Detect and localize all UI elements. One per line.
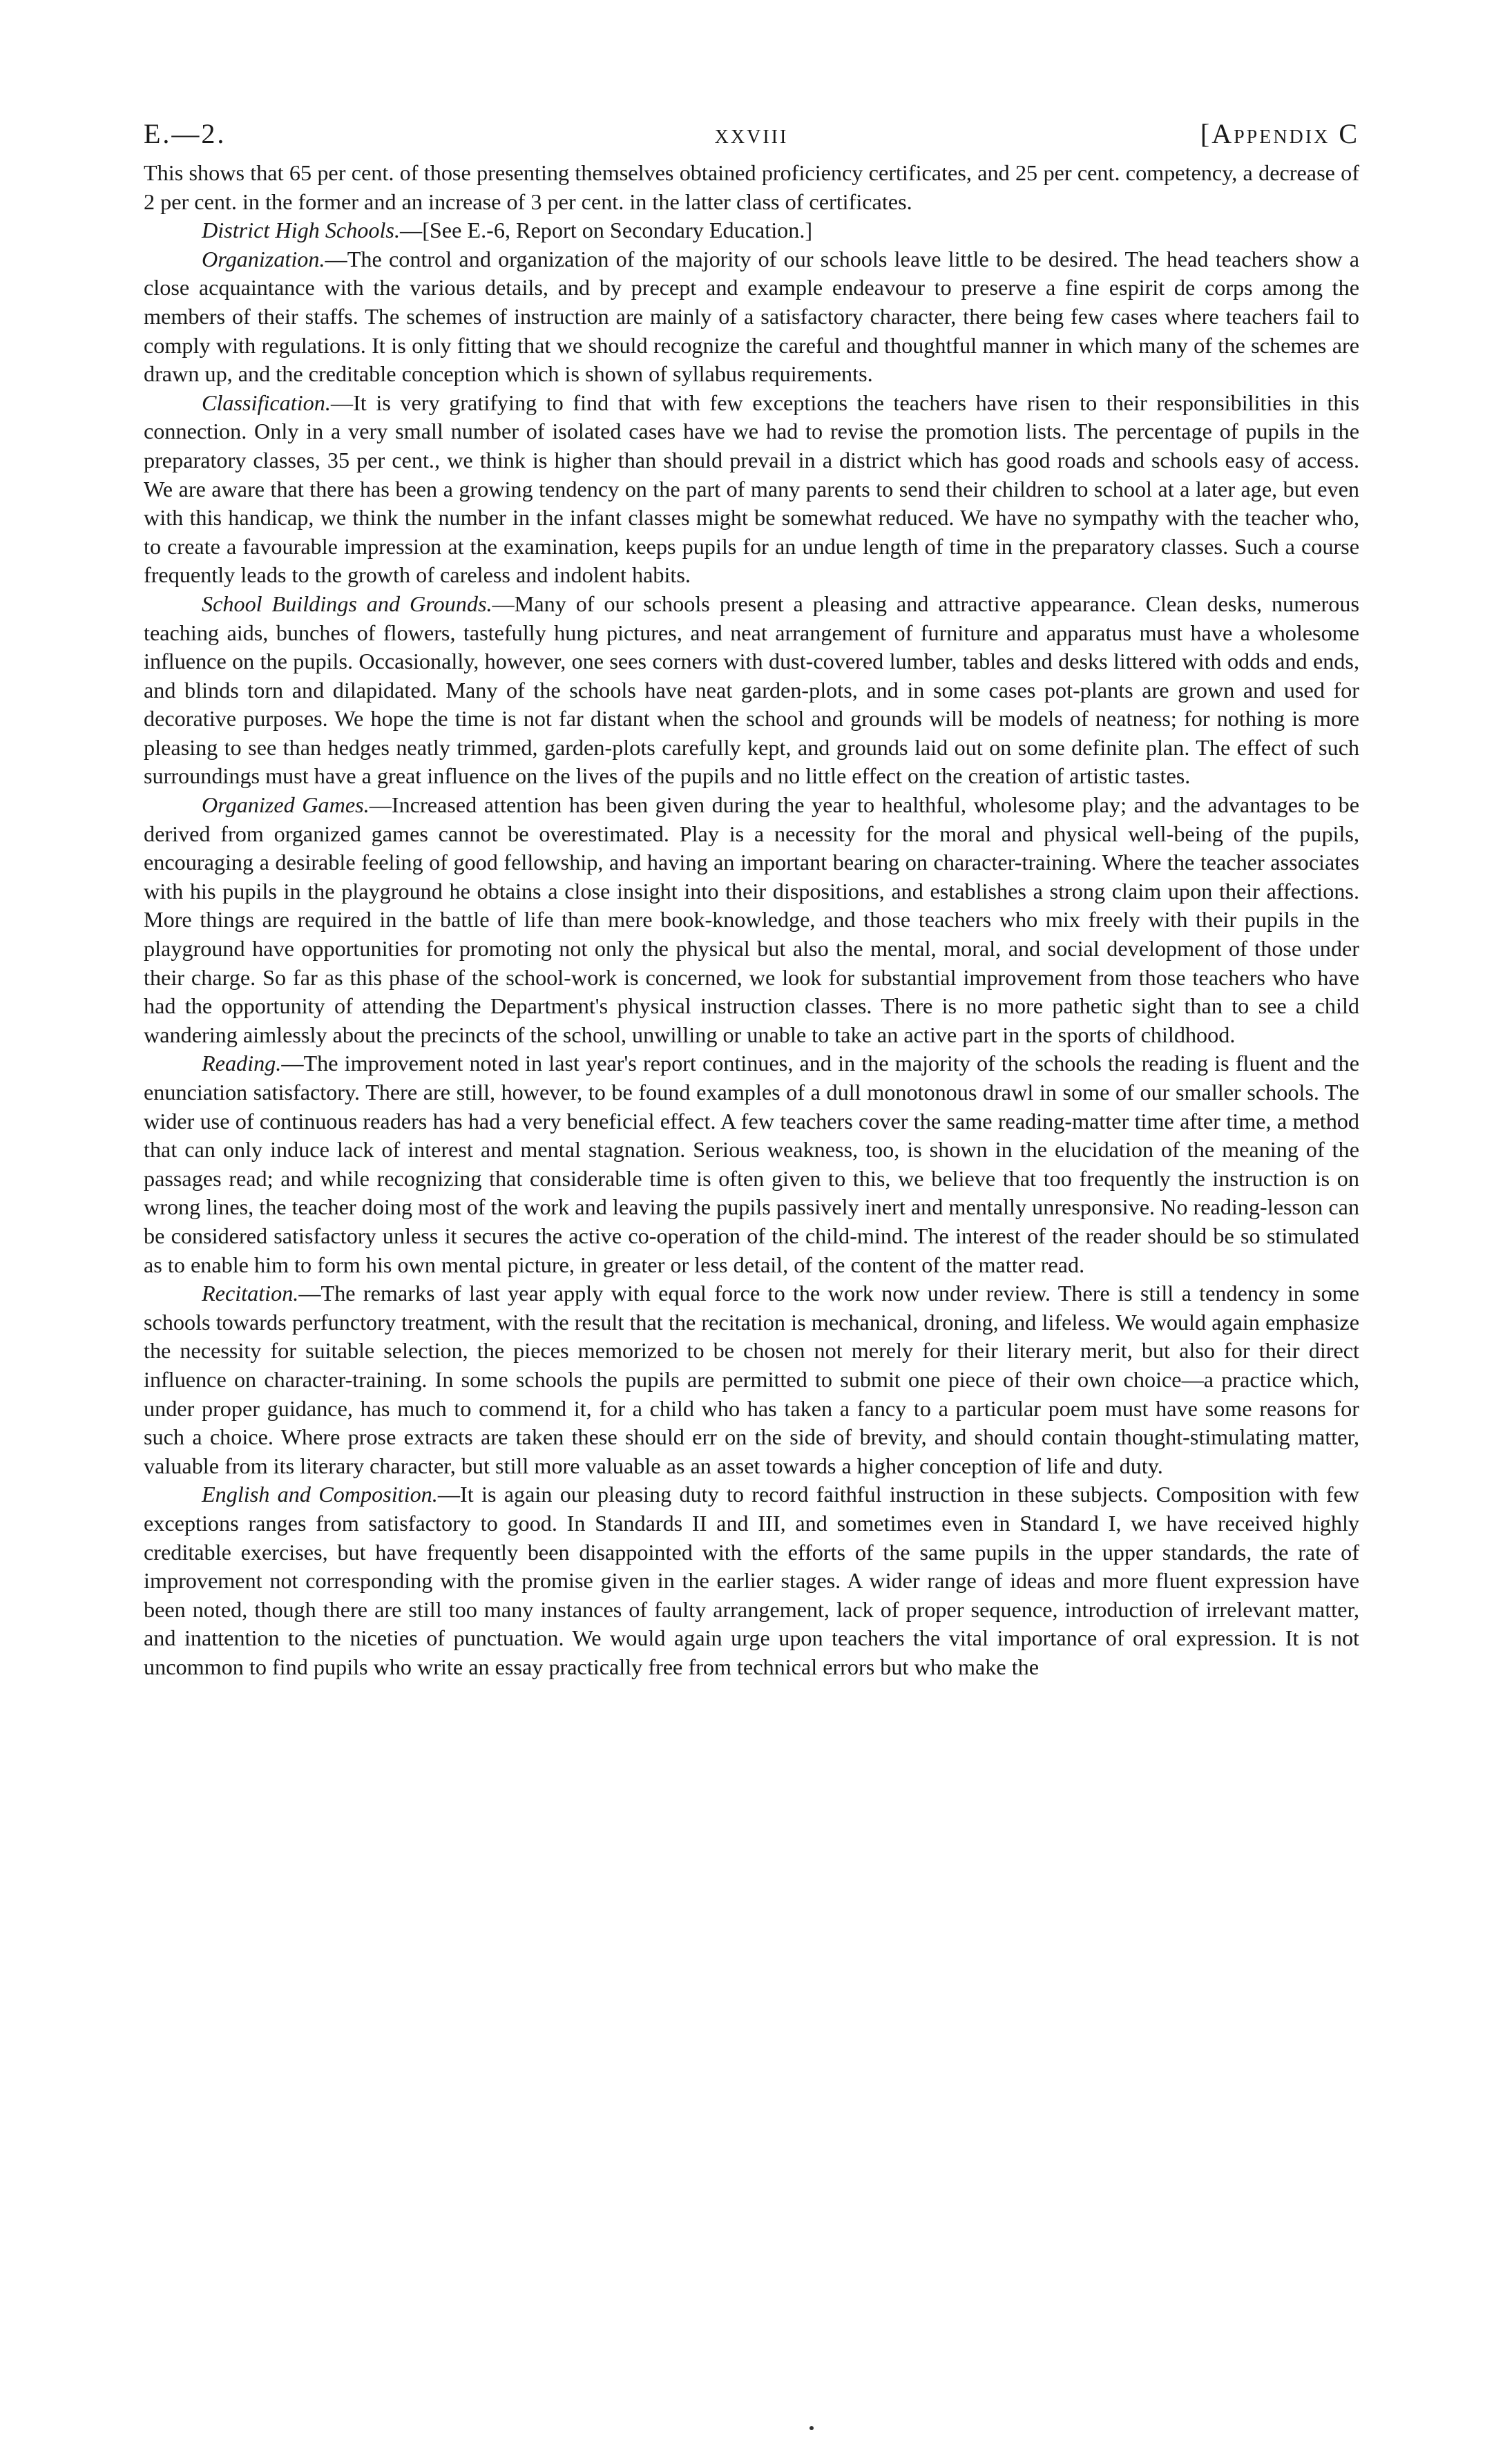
paragraph-heading: Recitation.: [202, 1281, 299, 1306]
page-header: [144, 117, 1359, 159]
paragraph-heading: English and Composition.: [202, 1482, 438, 1507]
paragraph-text: —It is again our pleasing duty to record faithful instruction in these subjects. Composition with few exceptions ranges from satisfactory to good. In Standards II and III, and sometimes even in Standard I, we have received highly creditable exercises, but have frequently been disappointed with the efforts of the same pupils in the upper standards, the rate of improvement not corresponding with the promise given in the earlier stages. A wider range of ideas and more fluent expression have been noted, though there are still too many instances of faulty arrangement, lack of proper sequence, introduction of irrelevant matter, and inattention to the niceties of punctuation. We would again urge upon teachers the vital importance of oral expression. It is not uncommon to find pupils who write an essay practically free from technical errors but who make the: [144, 1482, 1359, 1679]
print-speck: [809, 2426, 814, 2430]
paragraph-organization: [144, 245, 1359, 389]
paragraph-text: —The improvement noted in last year's report continues, and in the majority of the schools the reading is fluent and the enunciation satisfactory. There are still, however, to be found examples of a dull monotonous drawl in some of our smaller schools. The wider use of continuous readers has had a very beneficial effect. A few teachers cover the same reading-matter time after time, a method that can only induce lack of interest and mental stagnation. Serious weakness, too, is shown in the elucidation of the meaning of the passages read; and while recognizing that considerable time is often given to this, we believe that too frequently the instruction is on wrong lines, the teacher doing most of the work and leaving the pupils passively inert and mentally unresponsive. No reading-lesson can be considered satisfactory unless it secures the active co-operation of the child-mind. The interest of the reader should be so stimulated as to enable him to form his own mental picture, in greater or less detail, of the content of the matter read.: [144, 1051, 1359, 1277]
paragraph-text: —Increased attention has been given during the year to healthful, wholesome play; and the advantages to be derived from organized games cannot be overestimated. Play is a necessity for the moral and physical well-being of the pupils, encouraging a desirable feeling of good fellowship, and having an important bearing on character-training. Where the teacher associates with his pupils in the playground he obtains a close insight into their dispositions, and establishes a strong claim upon their affections. More things are required in the battle of life than mere book-knowledge, and those teachers who mix freely with their pupils in the playground have opportunities for promoting not only the physical but also the mental, moral, and social development of those under their charge. So far as this phase of the school-work is concerned, we look for substantial improvement from those teachers who have had the opportunity of attending the Department's physical instruction classes. There is no more pathetic sight than to see a child wandering aimlessly about the precincts of the school, unwilling or unable to take an active part in the sports of childhood.: [144, 792, 1359, 1047]
paragraph-certificates: [144, 159, 1359, 216]
paragraph-text: —The remarks of last year apply with equal force to the work now under review. There is still a tendency in some schools towards perfunctory treatment, with the result that the recitation is mechanical, droning, and lifeless. We would again emphasize the necessity for suitable selection, the pieces memorized to be chosen not merely for their literary merit, but also for their direct influence on character-training. In some schools the pupils are permitted to submit one piece of their own choice—a practice which, under proper guidance, has much to commend it, for a child who has taken a fancy to a particular poem must have some reasons for such a choice. Where prose extracts are taken these should err on the side of brevity, and should contain thought-stimulating matter, valuable from its literary character, but still more valuable as an asset towards a higher conception of life and duty.: [144, 1281, 1359, 1478]
header-appendix-label: [Appendix C: [1200, 118, 1359, 149]
paragraph-heading: Organized Games.: [202, 792, 370, 818]
paragraph-heading: School Buildings and Grounds.: [202, 591, 492, 616]
paragraph-text: —[See E.-6, Report on Secondary Education.]: [400, 218, 813, 243]
paragraph-heading: Classification.: [202, 390, 331, 415]
paragraph-reading: [144, 1049, 1359, 1279]
paragraph-heading: Organization.: [202, 246, 325, 271]
report-body: [144, 159, 1359, 1681]
header-page-number: xxviii: [714, 118, 789, 149]
paragraph-district-high-schools: [144, 216, 1359, 245]
paragraph-organized-games: [144, 791, 1359, 1049]
paragraph-text: —The control and organization of the majority of our schools leave little to be desired. The head teachers show a close acquaintance with the various details, and by precept and example endeavour to preserve a fine espirit de corps among the members of their staffs. The schemes of instruction are mainly of a satisfactory character, there being few cases where teachers fail to comply with regulations. It is only fitting that we should recognize the careful and thoughtful manner in which many of the schemes are drawn up, and the creditable conception which is shown of syllabus requirements.: [144, 246, 1359, 387]
header-report-code: E.—2.: [144, 118, 227, 149]
paragraph-classification: [144, 389, 1359, 590]
paragraph-text: —It is very gratifying to find that with few exceptions the teachers have risen to their responsibilities in this connection. Only in a very small number of isolated cases have we had to revise the promotion lists. The percentage of pupils in the preparatory classes, 35 per cent., we think is higher than should prevail in a district which has good roads and schools easy of access. We are aware that there has been a growing tendency on the part of many parents to send their children to school at a later age, but even with this handicap, we think the number in the infant classes might be somewhat reduced. We have no sympathy with the teacher who, to create a favourable impression at the examination, keeps pupils for an undue length of time in the preparatory classes. Such a course frequently leads to the growth of careless and indolent habits.: [144, 390, 1359, 588]
paragraph-heading: Reading.: [202, 1051, 282, 1076]
paragraph-heading: District High Schools.: [202, 218, 400, 243]
paragraph-school-buildings: [144, 590, 1359, 791]
paragraph-english-composition: [144, 1480, 1359, 1681]
paragraph-text: —Many of our schools present a pleasing and attractive appearance. Clean desks, numerous teaching aids, bunches of flowers, tastefully hung pictures, and neat arrangement of furniture and apparatus must have a wholesome influence on the pupils. Occasionally, however, one sees corners with dust-covered lumber, tables and desks littered with odds and ends, and blinds torn and dilapidated. Many of the schools have neat garden-plots, and in some cases pot-plants are grown and used for decorative purposes. We hope the time is not far distant when the school and grounds will be models of neatness; for nothing is more pleasing to see than hedges neatly trimmed, garden-plots carefully kept, and grounds laid out on some definite plan. The effect of such surroundings must have a great influence on the lives of the pupils and no little effect on the creation of artistic tastes.: [144, 591, 1359, 789]
document-page: [144, 117, 1359, 1681]
paragraph-text: This shows that 65 per cent. of those presenting themselves obtained proficiency certificates, and 25 per cent. competency, a decrease of 2 per cent. in the former and an increase of 3 per cent. in the latter class of certificates.: [144, 160, 1359, 214]
paragraph-recitation: [144, 1279, 1359, 1480]
